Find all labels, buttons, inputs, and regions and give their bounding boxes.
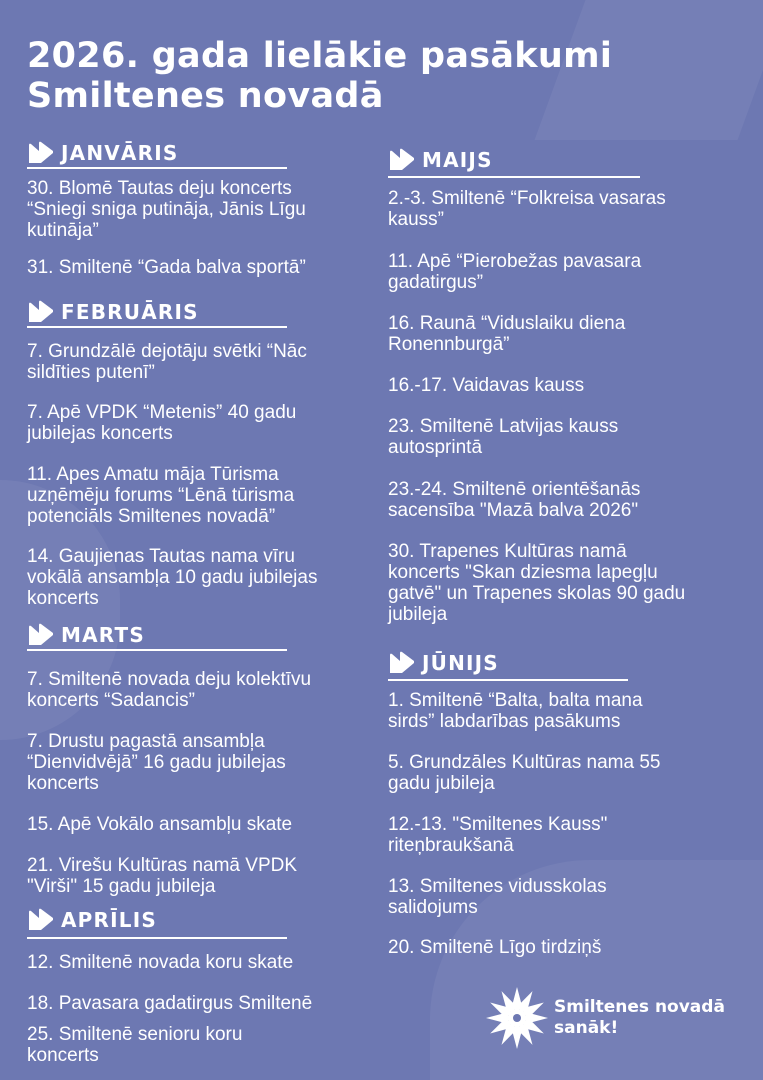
- event-item: 23. Smiltenē Latvijas kauss autosprintā: [388, 416, 619, 458]
- event-item: 11. Apē “Pierobežas pavasara gadatirgus”: [388, 251, 642, 293]
- month-name: MARTS: [61, 623, 145, 647]
- leaf-icon: [27, 300, 55, 324]
- event-item: 30. Trapenes Kultūras namā koncerts "Skan dziesma lapegļu gatvē" un Trapenes skolas 90 gadu jubileja: [388, 541, 686, 625]
- event-item: 25. Smiltenē senioru koru koncerts: [27, 1024, 243, 1066]
- event-item: 12.-13. "Smiltenes Kauss" riteņbraukšanā: [388, 814, 608, 856]
- event-item: 30. Blomē Tautas deju koncerts “Sniegi sniga putināja, Jānis Līgu kutināja”: [27, 178, 306, 241]
- event-item: 16. Raunā “Viduslaiku diena Ronennburgā”: [388, 313, 626, 355]
- event-item: 7. Smiltenē novada deju kolektīvu koncerts “Sadancis”: [27, 669, 312, 711]
- sunburst-flower-icon: [484, 985, 550, 1051]
- event-item: 18. Pavasara gadatirgus Smiltenē: [27, 993, 313, 1014]
- month-header-janvaris: [27, 140, 178, 166]
- leaf-icon: [388, 651, 416, 675]
- event-item: 7. Drustu pagastā ansambļa “Dienvidvējā” 16 gadu jubilejas koncerts: [27, 731, 286, 794]
- month-name: MAIJS: [422, 148, 493, 172]
- month-divider: [27, 167, 287, 169]
- leaf-icon: [27, 141, 55, 165]
- month-name: JANVĀRIS: [61, 141, 179, 165]
- event-item: 5. Grundzāles Kultūras nama 55 gadu jubileja: [388, 752, 661, 794]
- leaf-icon: [388, 148, 416, 172]
- month-name: APRĪLIS: [61, 908, 157, 932]
- month-header-marts: [27, 622, 145, 648]
- event-item: 16.-17. Vaidavas kauss: [388, 375, 585, 396]
- event-item: 7. Grundzālē dejotāju svētki “Nāc sildīties putenī”: [27, 341, 307, 383]
- month-name: FEBRUĀRIS: [61, 300, 199, 324]
- leaf-icon: [27, 623, 55, 647]
- event-item: 23.-24. Smiltenē orientēšanās sacensība "Mazā balva 2026": [388, 479, 641, 521]
- event-item: 21. Virešu Kultūras namā VPDK "Virši" 15 gadu jubileja: [27, 855, 298, 897]
- event-item: 2.-3. Smiltenē “Folkreisa vasaras kauss”: [388, 188, 666, 230]
- month-divider: [388, 176, 640, 178]
- event-item: 14. Gaujienas Tautas nama vīru vokālā ansambļa 10 gadu jubilejas koncerts: [27, 546, 318, 609]
- month-divider: [27, 937, 287, 939]
- event-item: 11. Apes Amatu māja Tūrisma uzņēmēju forums “Lēnā tūrisma potenciāls Smiltenes novadā”: [27, 464, 295, 527]
- leaf-icon: [27, 908, 55, 932]
- month-name: JŪNIJS: [422, 651, 499, 675]
- event-item: 13. Smiltenes vidusskolas salidojums: [388, 876, 607, 918]
- month-header-junijs: [388, 650, 499, 676]
- event-item: 12. Smiltenē novada koru skate: [27, 952, 294, 973]
- month-header-aprilis: [27, 907, 157, 933]
- event-item: 20. Smiltenē Līgo tirdziņš: [388, 937, 602, 958]
- month-divider: [388, 679, 628, 681]
- event-item: 15. Apē Vokālo ansambļu skate: [27, 814, 293, 835]
- event-item: 1. Smiltenē “Balta, balta mana sirds” labdarības pasākums: [388, 690, 643, 732]
- month-header-februaris: [27, 299, 199, 325]
- month-divider: [27, 649, 287, 651]
- month-header-maijs: [388, 147, 493, 173]
- event-item: 31. Smiltenē “Gada balva sportā”: [27, 257, 306, 278]
- page-title: 2026. gada lielākie pasākumi Smiltenes novadā: [27, 36, 613, 116]
- brand-logo: [484, 985, 725, 1051]
- event-item: 7. Apē VPDK “Metenis” 40 gadu jubilejas koncerts: [27, 402, 297, 444]
- logo-text: Smiltenes novadā sanāk!: [554, 997, 725, 1038]
- month-divider: [27, 326, 287, 328]
